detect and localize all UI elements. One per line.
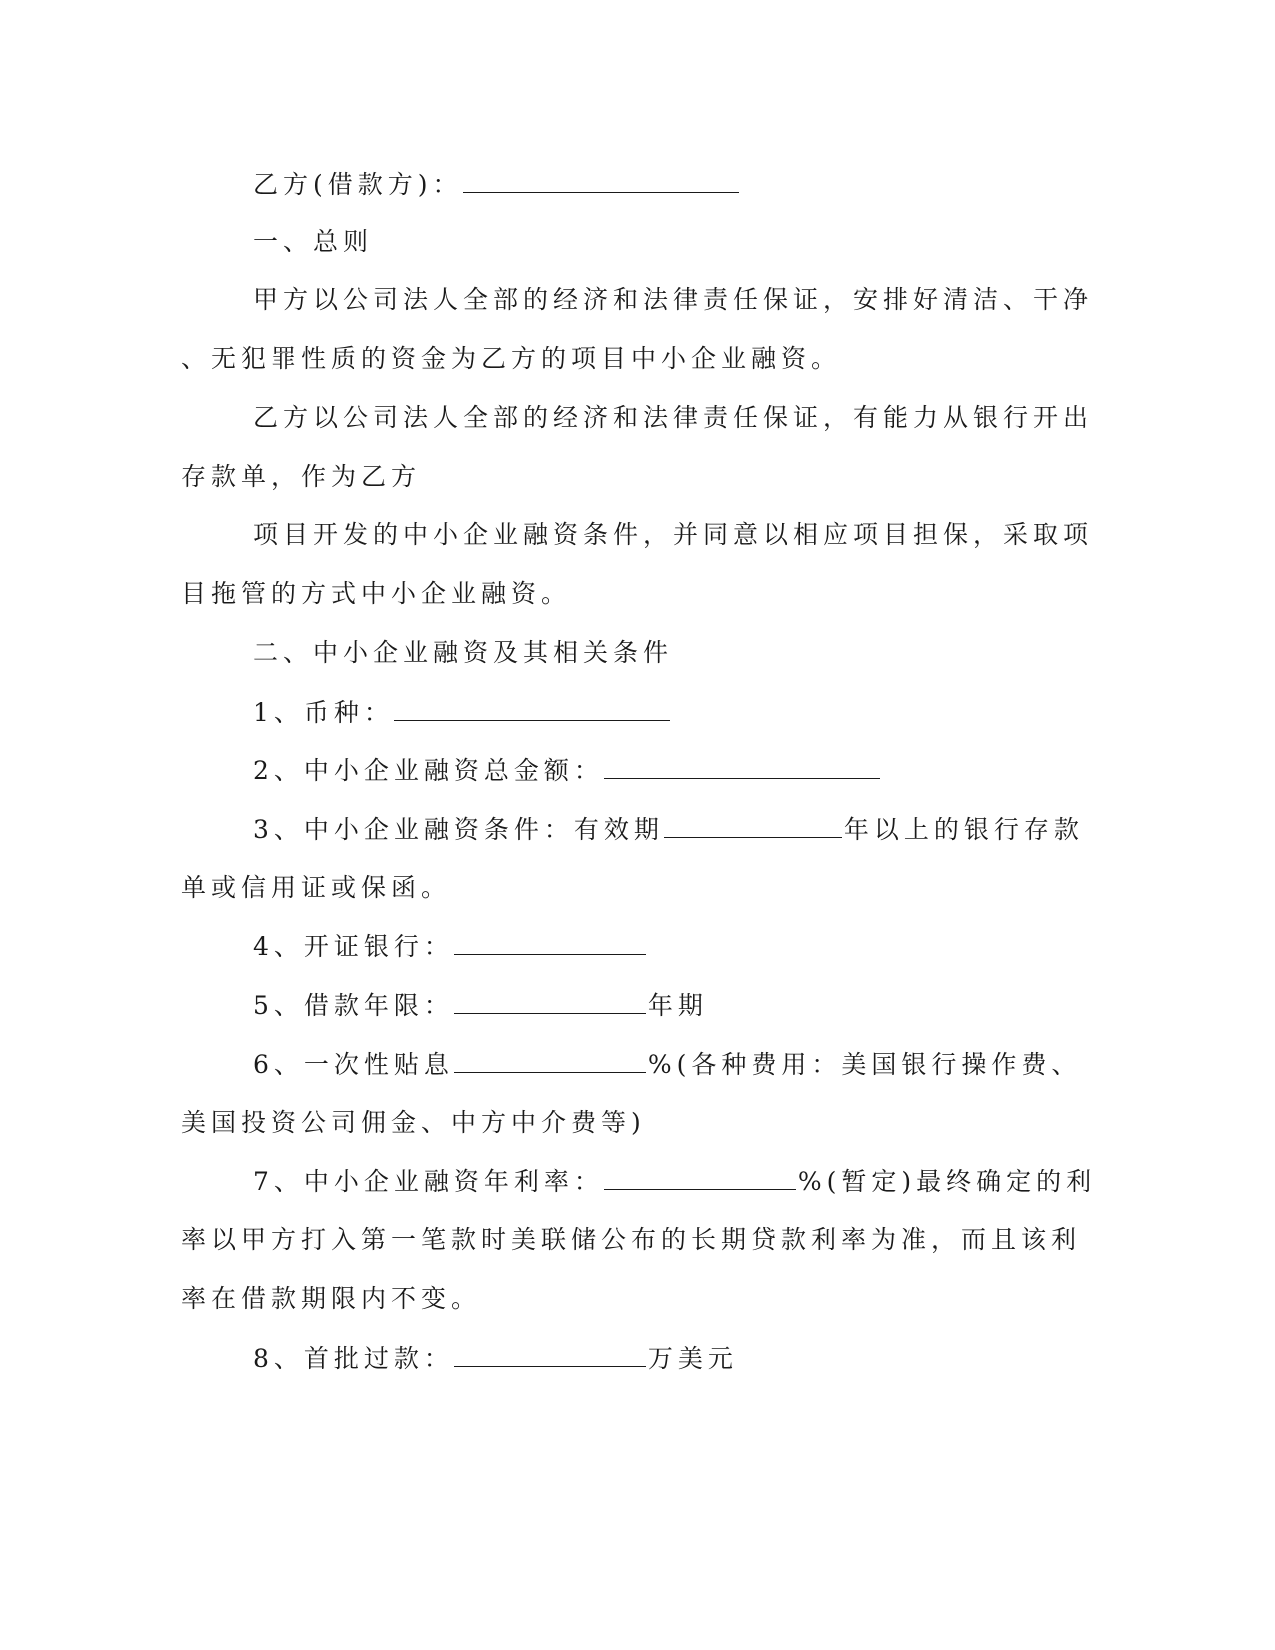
item-loan-term bbox=[253, 987, 708, 1024]
item-label: 1、币种： bbox=[253, 698, 394, 727]
item-label: 8、首批过款： bbox=[253, 1344, 454, 1373]
item-currency bbox=[253, 694, 672, 731]
item-interest-discount bbox=[253, 1046, 1081, 1083]
currency-blank bbox=[394, 694, 670, 721]
section-2-heading: 二、中小企业融资及其相关条件 bbox=[253, 638, 674, 667]
first-payment-blank bbox=[454, 1340, 646, 1367]
item-label: 5、借款年限： bbox=[253, 991, 454, 1020]
paragraph-line: 目拖管的方式中小企业融资。 bbox=[181, 579, 572, 608]
paragraph-line: 项目开发的中小企业融资条件，并同意以相应项目担保，采取项 bbox=[253, 520, 1094, 549]
party-b-blank bbox=[463, 166, 739, 193]
loan-term-blank bbox=[454, 987, 646, 1014]
item-label: 6、一次性贴息 bbox=[253, 1050, 454, 1079]
item-financing-conditions bbox=[253, 811, 1084, 848]
item-label: 3、中小企业融资条件：有效期 bbox=[253, 815, 664, 844]
item-label: 7、中小企业融资年利率： bbox=[253, 1167, 604, 1196]
annual-rate-blank bbox=[604, 1163, 796, 1190]
paragraph-line: 单或信用证或保函。 bbox=[181, 873, 452, 902]
total-amount-blank bbox=[604, 752, 880, 779]
item-label: 4、开证银行： bbox=[253, 932, 454, 961]
discount-blank bbox=[454, 1046, 646, 1073]
party-b-line bbox=[253, 166, 741, 203]
paragraph-line: 甲方以公司法人全部的经济和法律责任保证，安排好清洁、干净 bbox=[253, 285, 1094, 314]
item-total-amount bbox=[253, 752, 882, 789]
section-1-heading: 一、总则 bbox=[253, 227, 374, 256]
item-suffix: %(暂定)最终确定的利 bbox=[797, 1167, 1097, 1196]
validity-blank bbox=[664, 811, 842, 838]
issuing-bank-blank bbox=[454, 928, 646, 955]
paragraph-line: 美国投资公司佣金、中方中介费等) bbox=[181, 1108, 646, 1137]
paragraph-line: 乙方以公司法人全部的经济和法律责任保证，有能力从银行开出 bbox=[253, 403, 1094, 432]
item-suffix: 万美元 bbox=[647, 1344, 738, 1373]
item-suffix: 年期 bbox=[647, 991, 708, 1020]
item-suffix: 年以上的银行存款 bbox=[843, 815, 1084, 844]
paragraph-line: 率在借款期限内不变。 bbox=[181, 1284, 482, 1313]
party-b-label: 乙方(借款方)： bbox=[253, 170, 463, 199]
item-annual-rate bbox=[253, 1163, 1096, 1200]
paragraph-line: 率以甲方打入第一笔款时美联储公布的长期贷款利率为准，而且该利 bbox=[181, 1225, 1082, 1254]
item-label: 2、中小企业融资总金额： bbox=[253, 756, 604, 785]
paragraph-line: 、无犯罪性质的资金为乙方的项目中小企业融资。 bbox=[181, 344, 842, 373]
paragraph-line: 存款单，作为乙方 bbox=[181, 462, 422, 491]
item-issuing-bank bbox=[253, 928, 648, 965]
item-first-payment bbox=[253, 1340, 738, 1377]
item-suffix: %(各种费用：美国银行操作费、 bbox=[647, 1050, 1082, 1079]
